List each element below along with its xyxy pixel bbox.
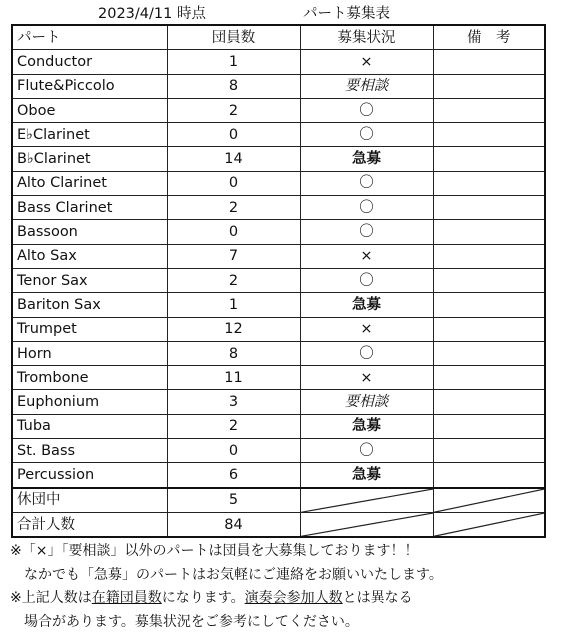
- recruit-status: 〇: [300, 268, 433, 292]
- header-member-count: 団員数: [167, 25, 300, 50]
- table-row: [12, 196, 545, 220]
- member-count: 1: [167, 50, 300, 74]
- member-count: 8: [167, 74, 300, 98]
- note-text: ※上記人数は: [10, 590, 92, 606]
- note-line-1: ※「×」「要相談」以外のパートは団員を大募集しております！！: [10, 543, 419, 559]
- member-count: 2: [167, 98, 300, 122]
- diagonal-line: [301, 513, 433, 536]
- table-row: [12, 171, 545, 195]
- diagonal-cell: [433, 488, 545, 513]
- member-count: 8: [167, 341, 300, 365]
- part-name: Alto Clarinet: [12, 171, 167, 195]
- remarks-cell: [433, 147, 545, 171]
- table-row: [12, 293, 545, 317]
- remarks-cell: [433, 244, 545, 268]
- part-name: Percussion: [12, 463, 167, 488]
- recruitment-table: [11, 24, 546, 538]
- table-row: [12, 74, 545, 98]
- table-row: [12, 268, 545, 292]
- remarks-cell: [433, 171, 545, 195]
- table-row: [12, 50, 545, 74]
- part-name: Conductor: [12, 50, 167, 74]
- remarks-cell: [433, 123, 545, 147]
- part-name: E♭Clarinet: [12, 123, 167, 147]
- table-header-row: [12, 25, 545, 50]
- member-count: 0: [167, 439, 300, 463]
- remarks-cell: [433, 220, 545, 244]
- notes: [10, 540, 555, 634]
- table-body: [12, 25, 545, 537]
- header-part: パート: [12, 25, 167, 50]
- member-count: 12: [167, 317, 300, 341]
- date-label: 2023/4/11 時点: [98, 6, 206, 22]
- table-title: パート募集表: [303, 6, 390, 22]
- summary-label: 合計人数: [12, 512, 167, 537]
- member-count: 1: [167, 293, 300, 317]
- summary-count: 84: [167, 512, 300, 537]
- remarks-cell: [433, 317, 545, 341]
- part-name: Trumpet: [12, 317, 167, 341]
- summary-count: 5: [167, 488, 300, 513]
- diagonal-line: [434, 489, 545, 512]
- table-row: [12, 98, 545, 122]
- part-name: Tenor Sax: [12, 268, 167, 292]
- diagonal-line: [301, 489, 433, 512]
- remarks-cell: [433, 341, 545, 365]
- recruit-status: 急募: [300, 463, 433, 488]
- part-name: Tuba: [12, 414, 167, 438]
- diagonal-line: [434, 513, 545, 536]
- recruit-status: 〇: [300, 220, 433, 244]
- remarks-cell: [433, 414, 545, 438]
- member-count: 0: [167, 123, 300, 147]
- part-name: Flute&Piccolo: [12, 74, 167, 98]
- recruit-status: 急募: [300, 147, 433, 171]
- recruit-status: ×: [300, 244, 433, 268]
- recruit-status: ×: [300, 366, 433, 390]
- note-line-2: なかでも「急募」のパートはお気軽にご連絡をお願いいたします。: [10, 566, 443, 583]
- recruit-status: ×: [300, 317, 433, 341]
- remarks-cell: [433, 390, 545, 414]
- note-underlined-registered: 在籍団員数: [91, 590, 162, 606]
- part-name: Bassoon: [12, 220, 167, 244]
- recruit-status: 急募: [300, 414, 433, 438]
- diagonal-cell: [300, 512, 433, 537]
- diagonal-cell: [300, 488, 433, 513]
- note-text: とは異なる: [342, 590, 413, 606]
- recruit-status: 要相談: [300, 74, 433, 98]
- summary-row: [12, 488, 545, 513]
- remarks-cell: [433, 439, 545, 463]
- member-count: 3: [167, 390, 300, 414]
- member-count: 2: [167, 196, 300, 220]
- remarks-cell: [433, 50, 545, 74]
- table-row: [12, 366, 545, 390]
- part-name: Bass Clarinet: [12, 196, 167, 220]
- table-row: [12, 414, 545, 438]
- note-text: になります。: [161, 590, 245, 606]
- member-count: 14: [167, 147, 300, 171]
- table-row: [12, 123, 545, 147]
- part-name: Oboe: [12, 98, 167, 122]
- header-remarks: 備 考: [433, 25, 545, 50]
- part-name: Bariton Sax: [12, 293, 167, 317]
- part-name: Horn: [12, 341, 167, 365]
- part-name: Alto Sax: [12, 244, 167, 268]
- member-count: 2: [167, 268, 300, 292]
- table-row: [12, 439, 545, 463]
- recruit-status: 急募: [300, 293, 433, 317]
- summary-row: [12, 512, 545, 537]
- summary-label: 休団中: [12, 488, 167, 513]
- member-count: 0: [167, 171, 300, 195]
- part-name: Trombone: [12, 366, 167, 390]
- recruit-status: 〇: [300, 123, 433, 147]
- recruit-status: ×: [300, 50, 433, 74]
- remarks-cell: [433, 268, 545, 292]
- remarks-cell: [433, 463, 545, 488]
- table-row: [12, 244, 545, 268]
- recruit-status: 要相談: [300, 390, 433, 414]
- part-name: B♭Clarinet: [12, 147, 167, 171]
- note-line-4: 場合があります。募集状況をご参考にしてください。: [10, 613, 359, 630]
- table-row: [12, 220, 545, 244]
- member-count: 7: [167, 244, 300, 268]
- part-name: St. Bass: [12, 439, 167, 463]
- table-row: [12, 317, 545, 341]
- member-count: 6: [167, 463, 300, 488]
- recruit-status: 〇: [300, 196, 433, 220]
- diagonal-cell: [433, 512, 545, 537]
- member-count: 11: [167, 366, 300, 390]
- remarks-cell: [433, 98, 545, 122]
- member-count: 2: [167, 414, 300, 438]
- remarks-cell: [433, 196, 545, 220]
- table-row: [12, 341, 545, 365]
- recruit-status: 〇: [300, 341, 433, 365]
- part-name: Euphonium: [12, 390, 167, 414]
- recruit-status: 〇: [300, 171, 433, 195]
- member-count: 0: [167, 220, 300, 244]
- recruit-status: 〇: [300, 98, 433, 122]
- recruit-status: 〇: [300, 439, 433, 463]
- note-underlined-concert: 演奏会参加人数: [244, 590, 343, 606]
- table-row: [12, 147, 545, 171]
- remarks-cell: [433, 293, 545, 317]
- table-row: [12, 390, 545, 414]
- table-row: [12, 463, 545, 488]
- note-line-3: [10, 587, 555, 611]
- remarks-cell: [433, 366, 545, 390]
- header-recruit-status: 募集状況: [300, 25, 433, 50]
- remarks-cell: [433, 74, 545, 98]
